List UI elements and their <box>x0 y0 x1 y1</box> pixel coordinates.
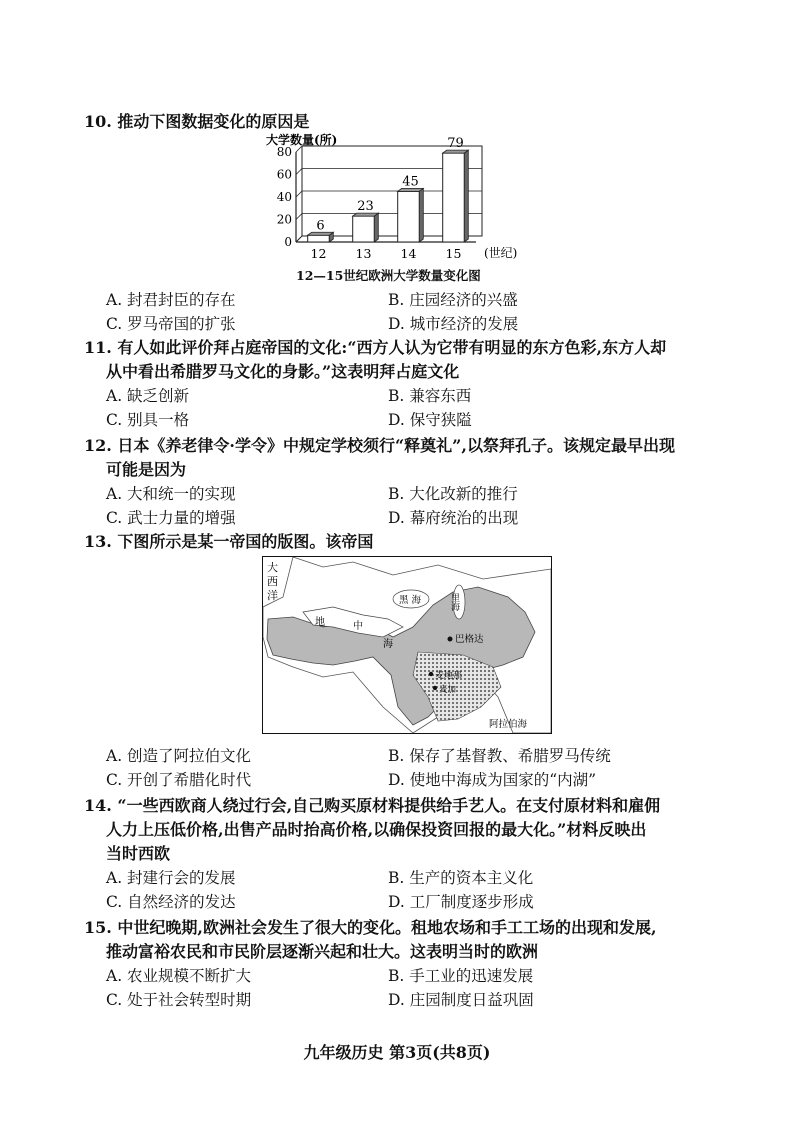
q14-stem-line1: 14. “一些西欧商人绕过行会,自己购买原材料提供给手艺人。在支付原材料和雇佣 <box>84 796 661 815</box>
chart-bar-side <box>374 213 378 242</box>
chart-ytick-label: 40 <box>276 190 292 204</box>
map-label-arabian-sea: 阿拉伯海 <box>489 719 528 730</box>
chart-xlabel: (世纪) <box>484 246 518 260</box>
q12-option-a[interactable]: A. 大和统一的实现 <box>106 485 236 503</box>
chart-ytick-label: 0 <box>284 235 292 249</box>
q11-option-a[interactable]: A. 缺乏创新 <box>106 387 190 405</box>
q10-option-d[interactable]: D. 城市经济的发展 <box>388 315 519 333</box>
q12-option-d[interactable]: D. 幕府统治的出现 <box>388 509 519 527</box>
map-label-atlantic-3: 洋 <box>267 589 278 602</box>
chart-bar <box>398 191 420 242</box>
map-label-black-sea: 黑 海 <box>399 595 422 606</box>
chart-xtick-label: 15 <box>445 246 462 261</box>
chart-xtick-label: 12 <box>310 246 327 261</box>
map-label-medina: 麦地那 <box>435 671 463 681</box>
q12-option-b[interactable]: B. 大化改新的推行 <box>388 485 518 503</box>
q15-stem-line1: 15. 中世纪晚期,欧洲社会发生了很大的变化。租地农场和手工工场的出现和发展, <box>84 918 657 937</box>
q11-option-d[interactable]: D. 保守狭隘 <box>388 411 472 429</box>
q14-option-c[interactable]: C. 自然经济的发达 <box>106 893 236 911</box>
q14-option-a[interactable]: A. 封建行会的发展 <box>106 869 236 887</box>
chart-ytick-label: 20 <box>276 212 292 227</box>
q10-option-a[interactable]: A. 封君封臣的存在 <box>106 291 236 309</box>
chart-bar <box>308 235 330 242</box>
q15-option-a[interactable]: A. 农业规模不断扩大 <box>106 967 252 985</box>
q13-option-d[interactable]: D. 使地中海成为国家的“内湖” <box>388 771 597 789</box>
map-label-atlantic-1: 大 <box>267 561 278 574</box>
chart-data-label: 23 <box>357 199 374 215</box>
q12-stem-line1: 12. 日本《养老律令·学令》中规定学校须行“释奠礼”,以祭拜孔子。该规定最早出现 <box>84 436 675 455</box>
q11-stem-line1: 11. 有人如此评价拜占庭帝国的文化:“西方人认为它带有明显的东方色彩,东方人却 <box>84 338 667 357</box>
chart-floor-edge <box>296 236 302 242</box>
map-label-mecca: 麦加 <box>439 685 457 695</box>
map-label-med: 中 <box>353 621 363 632</box>
q14-option-d[interactable]: D. 工厂制度逐步形成 <box>388 893 534 911</box>
map-label-di: 地 <box>315 617 325 628</box>
chart-bar-side <box>419 188 423 242</box>
q12-stem-line2: 可能是因为 <box>106 460 187 479</box>
q15-option-b[interactable]: B. 手工业的迅速发展 <box>388 967 534 985</box>
q11-stem-line2: 从中看出希腊罗马文化的身影。”这表明拜占庭文化 <box>106 362 460 381</box>
chart-title: 12—15世纪欧洲大学数量变化图 <box>296 268 481 283</box>
chart-xtick-label: 13 <box>355 246 372 261</box>
q13-option-b[interactable]: B. 保存了基督教、希腊罗马传统 <box>388 747 611 765</box>
empire-territory <box>267 587 535 725</box>
chart-bar-side <box>464 150 468 242</box>
chart-ytick-label: 80 <box>276 145 292 159</box>
empire-map-drawing <box>263 557 551 733</box>
q11-option-b[interactable]: B. 兼容东西 <box>388 387 472 405</box>
mecca-marker <box>433 686 437 690</box>
chart-data-label: 45 <box>402 174 419 190</box>
q10-option-b[interactable]: B. 庄园经济的兴盛 <box>388 291 518 309</box>
chart-bar <box>353 216 375 242</box>
map-label-med2: 海 <box>383 639 393 650</box>
q15-stem-line2: 推动富裕农民和市民阶层逐渐兴起和壮大。这表明当时的欧洲 <box>106 942 539 961</box>
map-label-caspian: 里海 <box>449 593 459 611</box>
chart-ylabel: 大学数量(所) <box>266 133 338 147</box>
q15-option-d[interactable]: D. 庄园制度日益巩固 <box>388 991 534 1009</box>
chart-gridline-diag-3 <box>296 169 302 175</box>
q10-stem: 10. 推动下图数据变化的原因是 <box>84 112 310 131</box>
q11-option-c[interactable]: C. 别具一格 <box>106 411 190 429</box>
page-footer: 九年级历史 第3页(共8页) <box>303 1043 491 1062</box>
chart-xticks <box>311 246 462 261</box>
chart-ytick-label: 60 <box>276 167 292 182</box>
q14-stem-line2: 人力上压低价格,出售产品时抬高价格,以确保投资回报的最大化。”材料反映出 <box>106 820 647 839</box>
map-label-baghdad: 巴格达 <box>455 634 484 645</box>
q13-option-c[interactable]: C. 开创了希腊化时代 <box>106 771 252 789</box>
q15-option-c[interactable]: C. 处于社会转型时期 <box>106 991 252 1009</box>
chart-yticks <box>277 145 292 249</box>
q13-stem: 13. 下图所示是某一帝国的版图。该帝国 <box>84 532 374 551</box>
chart-data-label: 79 <box>447 136 464 152</box>
empire-map <box>262 556 552 734</box>
chart-data-label: 6 <box>316 218 325 234</box>
chart-bars <box>308 136 469 242</box>
chart-gridline-diag-2 <box>296 191 302 197</box>
chart-xtick-label: 14 <box>400 246 417 261</box>
q12-option-c[interactable]: C. 武士力量的增强 <box>106 509 236 527</box>
q14-option-b[interactable]: B. 生产的资本主义化 <box>388 869 534 887</box>
baghdad-marker <box>448 637 453 642</box>
map-label-atlantic-2: 西 <box>267 575 278 588</box>
q10-option-c[interactable]: C. 罗马帝国的扩张 <box>106 315 236 333</box>
chart-gridline-diag-1 <box>296 214 302 220</box>
chart-bar <box>443 153 465 242</box>
q13-option-a[interactable]: A. 创造了阿拉伯文化 <box>106 747 252 765</box>
q14-stem-line3: 当时西欧 <box>106 844 171 863</box>
medina-marker <box>429 672 433 676</box>
